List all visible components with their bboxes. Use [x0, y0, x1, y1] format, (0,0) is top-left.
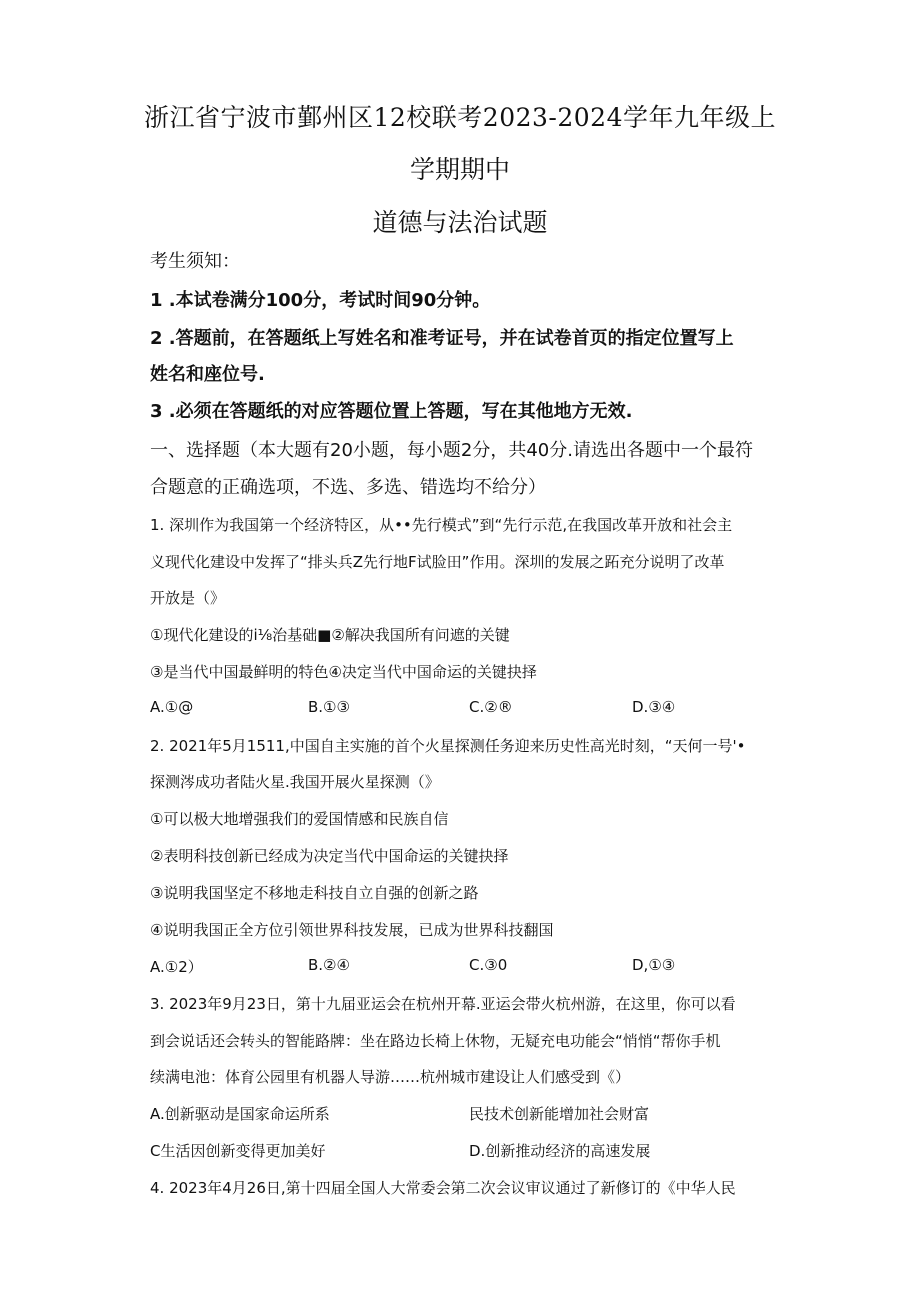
- notice-item-3: 3 .必须在答题纸的对应答题位置上答题，写在其他地方无效.: [150, 401, 633, 422]
- section-heading-cont: 合题意的正确选项，不选、多选、错选均不给分）: [150, 477, 546, 498]
- question-3-option-c: C生活因创新变得更加美好: [150, 1142, 326, 1160]
- question-1-statement: ③是当代中国最鲜明的特色④决定当代中国命运的关键抉择: [150, 663, 537, 681]
- question-3-line: 3. 2023年9月23日，第十九届亚运会在杭州开幕.亚运会带火杭州游，在这里，你可以看: [150, 995, 736, 1013]
- question-2-line: 2. 2021年5月1511,中国自主实施的首个火星探测任务迎来历史性高光时刻，“天何一号'•: [150, 737, 746, 755]
- question-3-option-b: 民技术创新能增加社会财富: [469, 1105, 650, 1123]
- question-2-statement: ③说明我国坚定不移地走科技自立自强的创新之路: [150, 884, 479, 902]
- question-1-option-a: A.①@: [150, 698, 194, 716]
- question-1-option-b: B.①③: [308, 698, 350, 716]
- question-2-line: 探测涔成功者陆火星.我国开展火星探测（》: [150, 773, 440, 791]
- question-2-option-d: D,①③: [632, 956, 676, 974]
- question-2-statement: ④说明我国正全方位引领世界科技发展，已成为世界科技翻国: [150, 921, 554, 939]
- notice-item-2-cont: 姓名和座位号.: [150, 364, 265, 385]
- question-1-statement: ①现代化建设的i⅛治基础■②解决我国所有问遮的关键: [150, 626, 510, 644]
- title-line-3: 道德与法治试题: [372, 208, 548, 237]
- question-3-line: 续满电池：体育公园里有机器人导游……杭州城市建设让人们感受到《）: [150, 1068, 631, 1086]
- question-3-option-a: A.创新驱动是国家命运所系: [150, 1105, 330, 1123]
- question-1-line: 义现代化建设中发挥了“排头兵Z先行地F试脸田”作用。深圳的发展之跖充分说明了改革: [150, 553, 725, 571]
- question-1-option-c: C.②®: [469, 698, 513, 716]
- question-3-option-d: D.创新推动经济的高速发展: [469, 1142, 651, 1160]
- question-1-line: 开放是（》: [150, 589, 226, 607]
- question-2-statement: ②表明科技创新已经成为决定当代中国命运的关键抉择: [150, 847, 509, 865]
- notice-item-1: 1 .本试卷满分100分，考试时间90分钟。: [150, 290, 491, 311]
- notice-item-2: 2 .答题前，在答题纸上写姓名和准考证号，并在试卷首页的指定位置写上: [150, 328, 734, 349]
- question-3-line: 到会说话还会转头的智能路牌：坐在路边长椅上休物，无疑充电功能会“悄悄“帮你手机: [150, 1032, 721, 1050]
- question-2-option-c: C.③0: [469, 956, 508, 974]
- title-line-1: 浙江省宁波市鄞州区12校联考2023-2024学年九年级上: [143, 103, 776, 132]
- question-4-line: 4. 2023年4月26日,第十四届全国人大常委会第二次会议审议通过了新修订的《中华人民: [150, 1179, 736, 1197]
- question-2-statement: ①可以极大地增强我们的爱国情感和民族自信: [150, 810, 449, 828]
- title-line-2: 学期期中: [409, 155, 510, 184]
- question-1-line: 1. 深圳作为我国第一个经济特区，从••先行模式”到“先行示范,在我国改革开放和社会主: [150, 516, 733, 534]
- question-2-option-a: A.①2）: [150, 958, 203, 976]
- question-2-option-b: B.②④: [308, 956, 350, 974]
- section-heading: 一、选择题（本大题有20小题，每小题2分，共40分.请选出各题中一个最符: [150, 440, 753, 461]
- notice-heading: 考生须知：: [150, 251, 240, 272]
- question-1-option-d: D.③④: [632, 698, 676, 716]
